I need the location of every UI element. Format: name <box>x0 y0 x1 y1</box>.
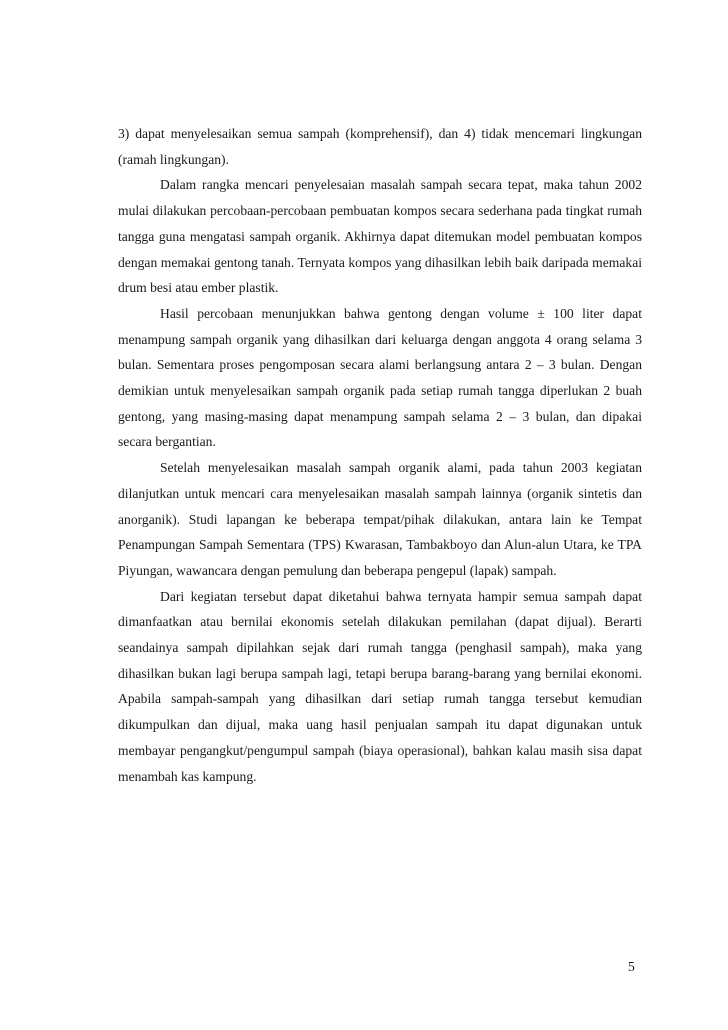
paragraph-nilai-ekonomis: Dari kegiatan tersebut dapat diketahui bahwa ternyata hampir semua sampah dapat dimanfaatkan atau bernilai ekonomis setelah dilakukan pemilahan (dapat dijual). Berarti seandainya sampah dipilahkan sejak dari rumah tangga (penghasil sampah), maka yang dihasilkan bukan lagi berupa sampah lagi, tetapi berupa barang-barang yang bernilai ekonomi. Apabila sampah-sampah yang dihasilkan dari setiap rumah tangga tersebut kemudian dikumpulkan dan dijual, maka uang hasil penjualan sampah itu dapat digunakan untuk membayar pengangkut/pengumpul sampah (biaya operasional), bahkan kalau masih sisa dapat menambah kas kampung. <box>118 588 642 784</box>
page-number: 5 <box>628 959 635 974</box>
document-body <box>118 121 642 789</box>
paragraph-studi-lapangan: Setelah menyelesaikan masalah sampah organik alami, pada tahun 2003 kegiatan dilanjutkan untuk mencari cara menyelesaikan masalah sampah lainnya (organik sintetis dan anorganik). Studi lapangan ke beberapa tempat/pihak dilakukan, antara lain ke Tempat Penampungan Sampah Sementara (TPS) Kwarasan, Tambakboyo dan Alun-alun Utara, ke TPA Piyungan, wawancara dengan pemulung dan beberapa pengepul (lapak) sampah. <box>118 460 642 578</box>
paragraph-continuation: 3) dapat menyelesaikan semua sampah (komprehensif), dan 4) tidak mencemari lingkungan (ramah lingkungan). <box>118 126 642 167</box>
paragraph-kompos-gentong: Dalam rangka mencari penyelesaian masalah sampah secara tepat, maka tahun 2002 mulai dilakukan percobaan-percobaan pembuatan kompos secara sederhana pada tingkat rumah tangga guna mengatasi sampah organik. Akhirnya dapat ditemukan model pembuatan kompos dengan memakai gentong tanah. Ternyata kompos yang dihasilkan lebih baik daripada memakai drum besi atau ember plastik. <box>118 177 642 296</box>
paragraph-hasil-percobaan: Hasil percobaan menunjukkan bahwa gentong dengan volume ± 100 liter dapat menampung sampah organik yang dihasilkan dari keluarga dengan anggota 4 orang selama 3 bulan. Sementara proses pengomposan secara alami berlangsung antara 2 – 3 bulan. Dengan demikian untuk menyelesaikan sampah organik pada setiap rumah tangga diperlukan 2 buah gentong, yang masing-masing dapat menampung sampah selama 2 – 3 bulan, dan dipakai secara bergantian. <box>118 305 642 450</box>
